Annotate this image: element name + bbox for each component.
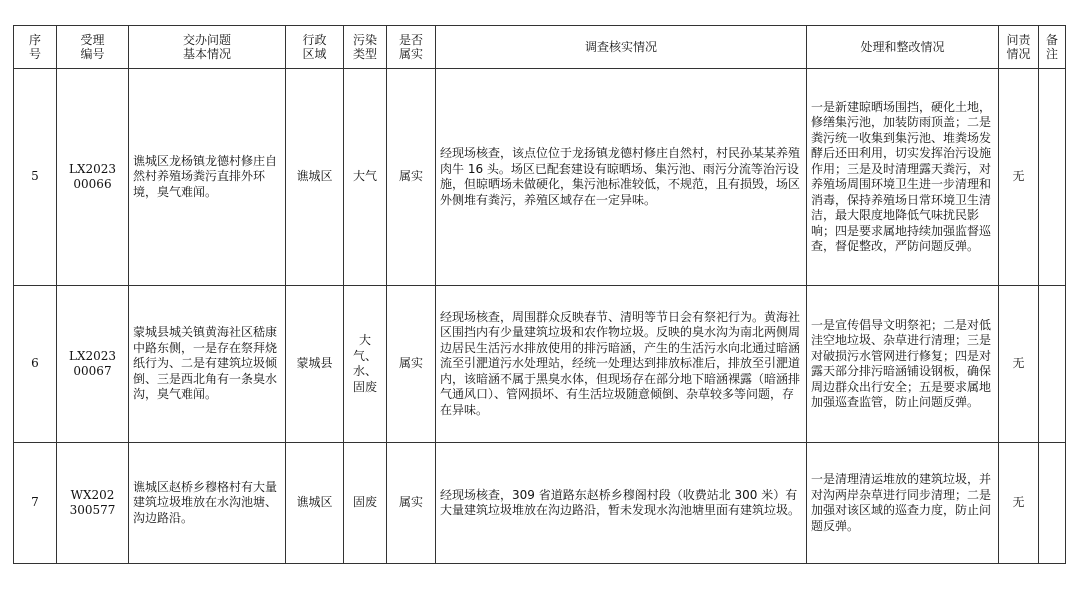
cell-case-no: WX202 300577 (57, 443, 129, 564)
cell-issue: 蒙城县城关镇黄海社区嵇康中路东侧，一是存在祭拜烧纸行为、二是有建筑垃圾倾倒、三是西北角有一条臭水沟，臭气难闻。 (129, 286, 286, 443)
header-seq: 序 号 (14, 26, 57, 69)
cell-verified: 属实 (387, 443, 436, 564)
cell-remarks (1039, 443, 1066, 564)
cell-region: 谯城区 (286, 69, 344, 286)
cell-issue: 谯城区龙杨镇龙德村修庄自然村养殖场粪污直排外环境，臭气难闻。 (129, 69, 286, 286)
cell-issue: 谯城区赵桥乡穆格村有大量建筑垃圾堆放在水沟池塘、沟边路沿。 (129, 443, 286, 564)
cell-verified: 属实 (387, 286, 436, 443)
cell-seq: 7 (14, 443, 57, 564)
cell-rectification: 一是清理清运堆放的建筑垃圾，并对沟两岸杂草进行同步清理；二是加强对该区域的巡查力度，防止问题反弹。 (807, 443, 999, 564)
cell-remarks (1039, 286, 1066, 443)
header-region: 行政 区域 (286, 26, 344, 69)
cell-rectification: 一是新建晾晒场围挡，硬化土地，修缮集污池，加装防雨顶盖；二是粪污统一收集到集污池、堆粪场发酵后还田利用，切实发挥治污设施作用；三是及时清理露天粪污，对养殖场周围环境卫生进一步清理和消毒，保持养殖场日常环境卫生清洁，最大限度地降低气味扰民影响；四是要求属地持续加强监督巡查，督促整改，严防问题反弹。 (807, 69, 999, 286)
cell-rectification: 一是宣传倡导文明祭祀；二是对低洼空地垃圾、杂草进行清理；三是对破损污水管网进行修复；四是对露天部分排污暗涵铺设钢板，确保周边群众出行安全；五是要求属地加强巡查监管，防止问题反弹。 (807, 286, 999, 443)
table-row (14, 69, 1066, 286)
complaint-report-table (13, 25, 1066, 564)
cell-investigation: 经现场核查，该点位位于龙扬镇龙德村修庄自然村，村民孙某某养殖肉牛 16 头。场区已配套建设有晾晒场、集污池、雨污分流等治污设施，但晾晒场未做硬化，集污池标准较低，不规范，且有损毁，场区外侧堆有粪污，养殖区域存在一定异味。 (436, 69, 807, 286)
cell-pollution-type: 固废 (344, 443, 387, 564)
table-row (14, 443, 1066, 564)
cell-accountability: 无 (999, 443, 1039, 564)
header-pollution-type: 污染 类型 (344, 26, 387, 69)
cell-seq: 5 (14, 69, 57, 286)
cell-verified: 属实 (387, 69, 436, 286)
table-row (14, 286, 1066, 443)
cell-accountability: 无 (999, 286, 1039, 443)
cell-case-no: LX2023 00067 (57, 286, 129, 443)
cell-remarks (1039, 69, 1066, 286)
header-row (14, 26, 1066, 69)
cell-pollution-type: 大气 (344, 69, 387, 286)
header-rectification: 处理和整改情况 (807, 26, 999, 69)
cell-region: 蒙城县 (286, 286, 344, 443)
header-investigation: 调查核实情况 (436, 26, 807, 69)
header-verified: 是否 属实 (387, 26, 436, 69)
cell-investigation: 经现场核查，309 省道路东赵桥乡穆阁村段（收费站北 300 米）有大量建筑垃圾堆放在沟边路沿，暂未发现水沟池塘里面有建筑垃圾。 (436, 443, 807, 564)
cell-pollution-type: 大 气、 水、 固废 (344, 286, 387, 443)
header-remarks: 备 注 (1039, 26, 1066, 69)
cell-accountability: 无 (999, 69, 1039, 286)
cell-seq: 6 (14, 286, 57, 443)
cell-case-no: LX2023 00066 (57, 69, 129, 286)
header-case-no: 受理 编号 (57, 26, 129, 69)
cell-investigation: 经现场核查，周围群众反映春节、清明等节日会有祭祀行为。黄海社区围挡内有少量建筑垃圾和农作物垃圾。反映的臭水沟为南北两侧周边居民生活污水排放使用的排污暗涵，产生的生活污水向北通过暗涵流至引淝道污水处理站，经统一处理达到排放标准后，排放至引淝道内，该暗涵不属于黑臭水体，但现场存在部分地下暗涵裸露（暗涵排气通风口）、管网损坏、有生活垃圾随意倾倒、杂草较多等问题，存在异味。 (436, 286, 807, 443)
header-issue: 交办问题 基本情况 (129, 26, 286, 69)
header-accountability: 问责 情况 (999, 26, 1039, 69)
cell-region: 谯城区 (286, 443, 344, 564)
